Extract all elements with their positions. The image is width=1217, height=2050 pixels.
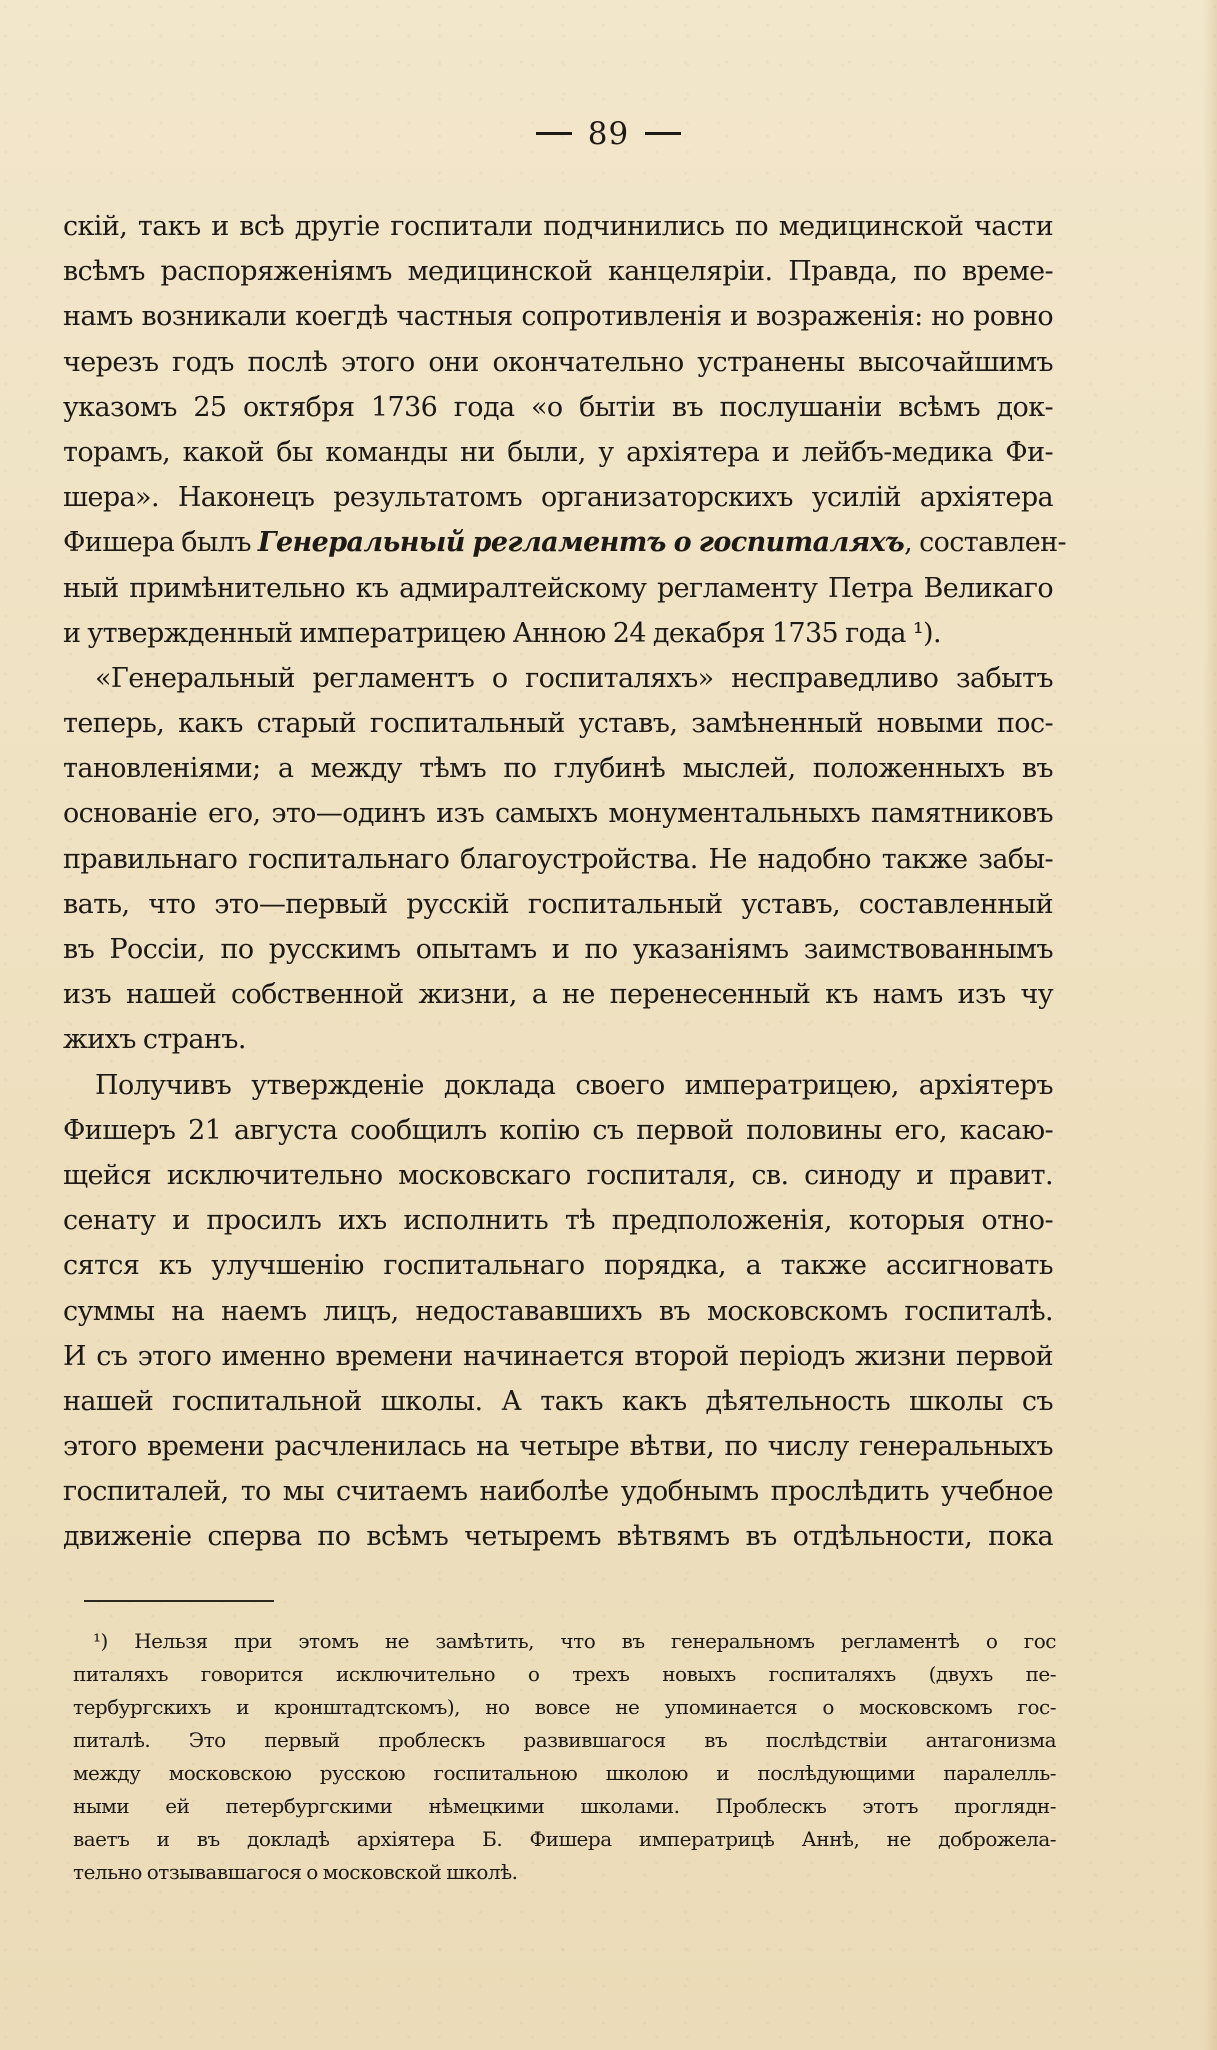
page-number-right-dash bbox=[645, 132, 681, 135]
text-line-1: скій, такъ и всѣ другіе госпитали подчинились по медицинской части bbox=[63, 211, 1053, 242]
text-line-27: нашей госпитальной школы. А такъ какъ дѣятельность школы съ bbox=[63, 1385, 1053, 1417]
footnote-line-4: питалѣ. Это первый проблескъ развившагося въ послѣдствіи антагонизма bbox=[73, 1728, 1056, 1752]
text-line-18: изъ нашей собственной жизни, а не перенесенный къ намъ изъ чу bbox=[63, 979, 1053, 1011]
text-line-2: всѣмъ распоряженіямъ медицинской канцеляріи. Правда, по време- bbox=[63, 256, 1053, 288]
text-line-28: этого времени расчленилась на четыре вѣтви, по числу генеральныхъ bbox=[63, 1431, 1053, 1463]
text-line-15: правильнаго госпитальнаго благоустройства. Не надобно также забы- bbox=[63, 843, 1053, 875]
footnote-line-7: ваетъ и въ докладѣ архіятера Б. Фишера императрицѣ Аннѣ, не доброжела- bbox=[73, 1827, 1056, 1851]
text-line-11: «Генеральный регламентъ о госпиталяхъ» несправедливо забытъ bbox=[95, 662, 1053, 694]
main-text bbox=[63, 204, 1067, 1560]
text-line-30: движеніе сперва по всѣмъ четыремъ вѣтвямъ въ отдѣльности, пока bbox=[63, 1521, 1053, 1553]
text-line-8 bbox=[63, 520, 1067, 565]
footnote-separator bbox=[84, 1600, 274, 1602]
text-line-17: въ Россіи, по русскимъ опытамъ и по указаніямъ заимствованнымъ bbox=[63, 934, 1053, 965]
page-edge-shadow bbox=[1203, 0, 1217, 2050]
page-number-value: 89 bbox=[587, 116, 630, 152]
page-number bbox=[0, 116, 1217, 152]
text-line-13: тановленіями; а между тѣмъ по глубинѣ мыслей, положенныхъ въ bbox=[63, 753, 1053, 785]
text-line-8-start: Фишера былъ bbox=[63, 527, 251, 559]
text-line-3: намъ возникали коегдѣ частныя сопротивленія и возраженія: но ровно bbox=[63, 301, 1053, 333]
text-line-24: сятся къ улучшенію госпитальнаго порядка, а также ассигновать bbox=[63, 1250, 1053, 1282]
footnote-line-6: ными ей петербургскими нѣмецкими школами. Проблескъ этотъ проглядн- bbox=[73, 1794, 1056, 1818]
text-line-12: теперь, какъ старый госпитальный уставъ, замѣненный новыми пос- bbox=[63, 708, 1053, 740]
text-line-26: И съ этого именно времени начинается второй періодъ жизни первой bbox=[63, 1340, 1053, 1372]
footnote-line-2: питаляхъ говорится исключительно о трехъ новыхъ госпиталяхъ (двухъ пе- bbox=[73, 1662, 1056, 1686]
footnote-line-8: тельно отзывавшагося о московской школѣ. bbox=[73, 1860, 518, 1884]
text-line-9: ный примѣнительно къ адмиралтейскому регламенту Петра Великаго bbox=[63, 572, 1053, 604]
text-line-25: суммы на наемъ лицъ, недостававшихъ въ московскомъ госпиталѣ. bbox=[63, 1295, 1053, 1327]
regulation-title-italic: Генеральный регламентъ о госпиталяхъ bbox=[257, 527, 905, 559]
text-line-7: шера». Наконецъ результатомъ организаторскихъ усилій архіятера bbox=[63, 482, 1053, 514]
text-line-20: Получивъ утвержденіе доклада своего императрицею, архіятеръ bbox=[95, 1069, 1053, 1101]
text-line-5: указомъ 25 октября 1736 года «о бытіи въ послушаніи всѣмъ док- bbox=[63, 391, 1053, 423]
text-line-29: госпиталей, то мы считаемъ наиболѣе удобнымъ прослѣдить учебное bbox=[63, 1476, 1053, 1508]
text-line-21: Фишеръ 21 августа сообщилъ копію съ первой половины его, касаю- bbox=[63, 1114, 1053, 1146]
text-line-14: основаніе его, это—одинъ изъ самыхъ монументальныхъ памятниковъ bbox=[63, 798, 1053, 830]
text-line-4: черезъ годъ послѣ этого они окончательно устранены высочайшимъ bbox=[63, 346, 1053, 378]
text-line-19: жихъ странъ. bbox=[63, 1024, 246, 1056]
page-number-left-dash bbox=[536, 132, 572, 135]
footnotes bbox=[73, 1625, 1056, 1889]
footnote-line-1: ¹) Нельзя при этомъ не замѣтить, что въ генеральномъ регламентѣ о гос bbox=[93, 1629, 1056, 1653]
text-line-16: вать, что это—первый русскій госпитальный уставъ, составленный bbox=[63, 888, 1053, 920]
text-line-6: торамъ, какой бы команды ни были, у архіятера и лейбъ-медика Фи- bbox=[63, 436, 1053, 468]
text-line-8-end: , составлен- bbox=[904, 527, 1067, 559]
text-line-10: и утвержденный императрицею Анною 24 декабря 1735 года ¹). bbox=[63, 617, 941, 649]
text-line-22: щейся исключительно московскаго госпиталя, св. синоду и правит. bbox=[63, 1159, 1053, 1191]
text-line-23: сенату и просилъ ихъ исполнить тѣ предположенія, которыя отно- bbox=[63, 1205, 1053, 1237]
footnote-line-5: между московскою русскою госпитальною школою и послѣдующими паралелль- bbox=[73, 1761, 1056, 1785]
footnote-line-3: тербургскихъ и кронштадтскомъ), но вовсе не упоминается о московскомъ гос- bbox=[73, 1695, 1056, 1719]
